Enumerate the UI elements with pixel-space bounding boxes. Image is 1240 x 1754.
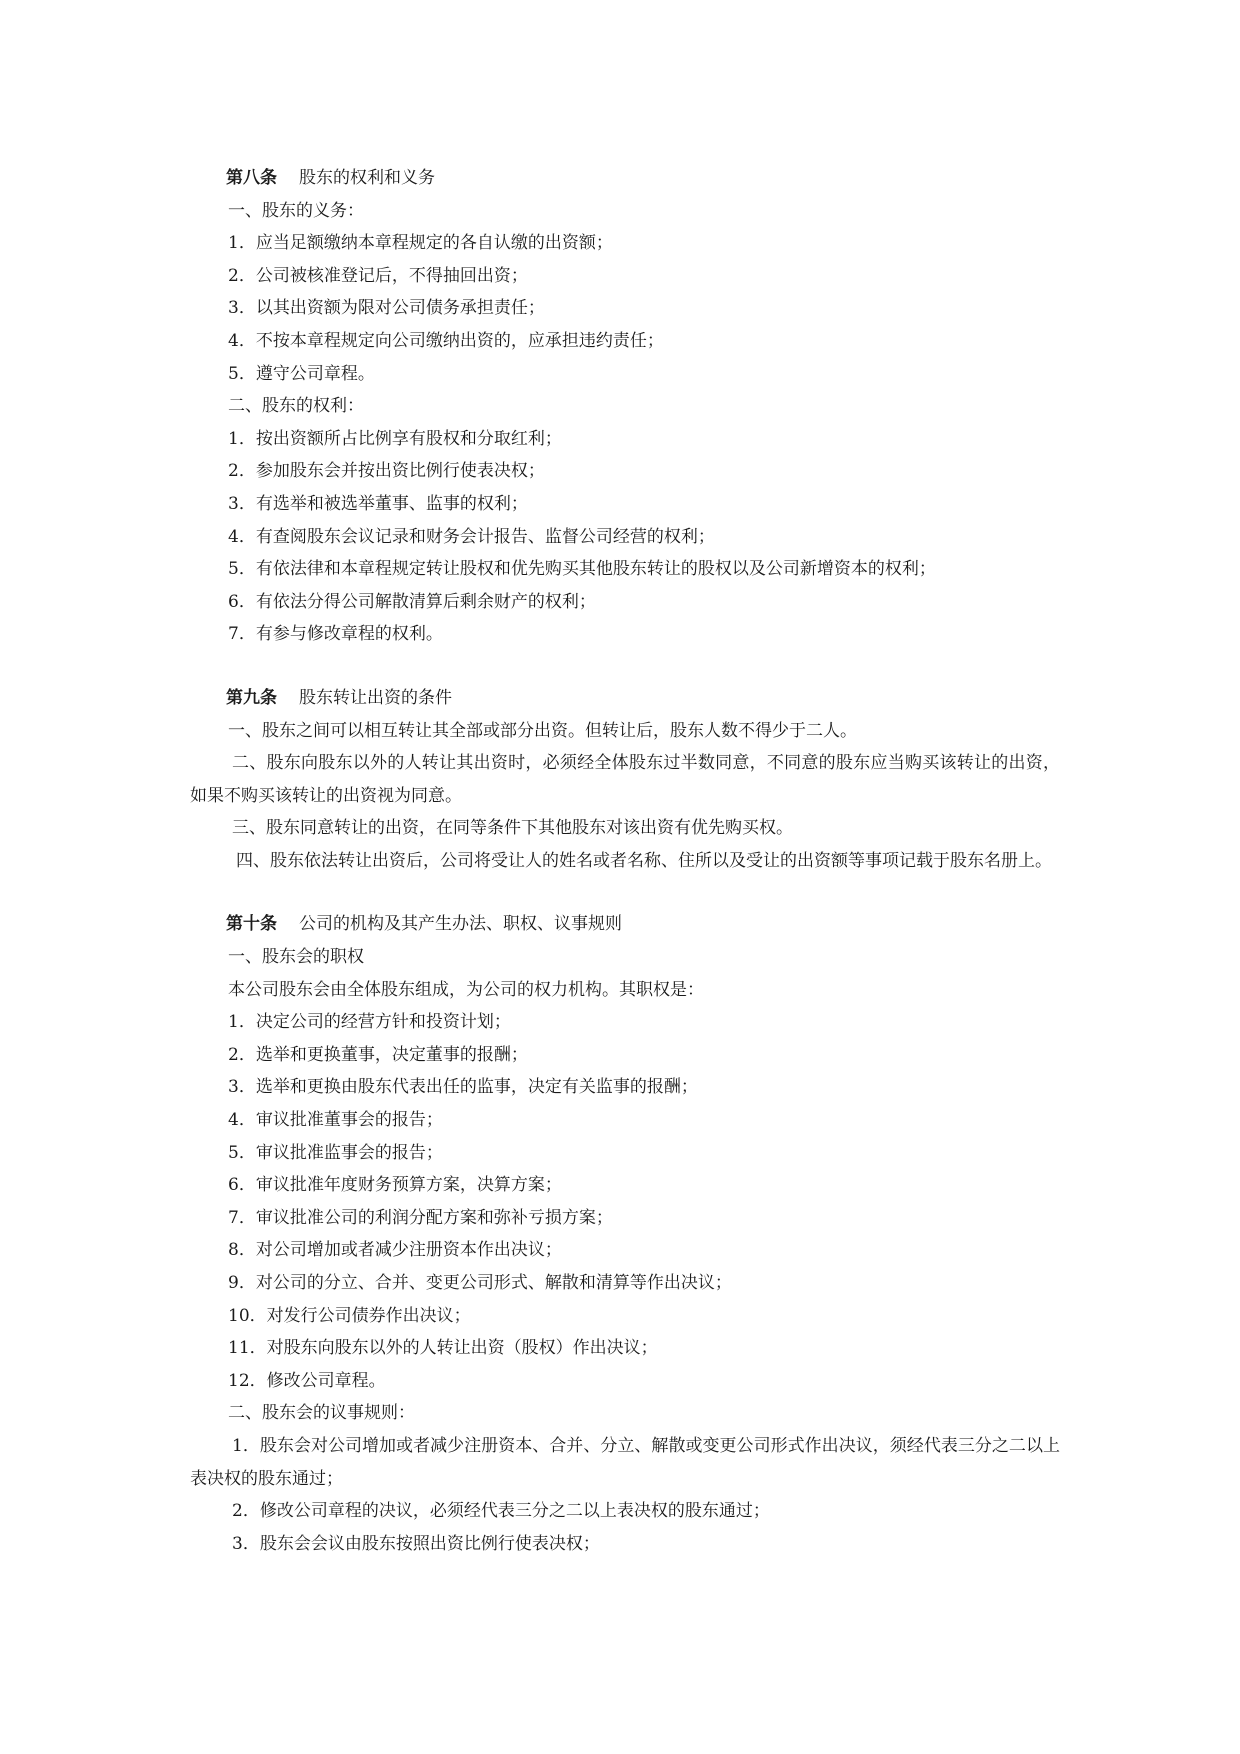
section-spacer [190, 877, 1060, 908]
rules-heading: 二、股东会的议事规则： [228, 1403, 415, 1424]
powers-intro: 本公司股东会由全体股东组成，为公司的权力机构。其职权是： [228, 979, 704, 1000]
power-item: 6．审议批准年度财务预算方案，决算方案； [228, 1175, 562, 1196]
article-8-number: 第八条 [226, 168, 277, 188]
obligation-item: 4．不按本章程规定向公司缴纳出资的，应承担违约责任； [228, 330, 664, 351]
article-9-number: 第九条 [226, 687, 277, 708]
powers-heading: 一、股东会的职权 [228, 947, 364, 968]
article-8-heading [190, 162, 1060, 195]
power-item: 4．审议批准董事会的报告； [228, 1110, 443, 1131]
obligation-item: 3．以其出资额为限对公司债务承担责任； [228, 298, 545, 319]
power-item: 9．对公司的分立、合并、变更公司形式、解散和清算等作出决议； [228, 1273, 732, 1293]
power-item: 5．审议批准监事会的报告； [228, 1142, 443, 1163]
obligation-item: 5．遵守公司章程。 [228, 363, 375, 384]
power-item: 12．修改公司章程。 [228, 1370, 386, 1391]
article-9-title: 股东转让出资的条件 [299, 687, 452, 708]
power-item: 1．决定公司的经营方针和投资计划； [228, 1012, 511, 1033]
right-item: 4．有查阅股东会议记录和财务会计报告、监督公司经营的权利； [228, 526, 715, 547]
right-item: 2．参加股东会并按出资比例行使表决权； [228, 461, 545, 482]
rule-item: 2．修改公司章程的决议，必须经代表三分之二以上表决权的股东通过； [232, 1501, 770, 1522]
article-8-title: 股东的权利和义务 [299, 168, 435, 188]
obligations-heading: 一、股东的义务： [228, 200, 364, 221]
obligation-item: 1．应当足额缴纳本章程规定的各自认缴的出资额； [228, 233, 613, 254]
right-item: 1．按出资额所占比例享有股权和分取红利； [228, 428, 562, 449]
article-9-heading [190, 682, 1060, 715]
transfer-clause: 一、股东之间可以相互转让其全部或部分出资。但转让后，股东人数不得少于二人。 [228, 720, 857, 741]
section-spacer [190, 651, 1060, 682]
obligation-item: 2．公司被核准登记后，不得抽回出资； [228, 265, 528, 286]
right-item: 6．有依法分得公司解散清算后剩余财产的权利； [228, 591, 596, 612]
power-item: 2．选举和更换董事，决定董事的报酬； [228, 1044, 528, 1065]
transfer-clause: 四、股东依法转让出资后，公司将受让人的姓名或者名称、住所以及受让的出资额等事项记载于股东名册上。 [236, 850, 1052, 871]
article-10-title: 公司的机构及其产生办法、职权、议事规则 [299, 914, 622, 935]
power-item: 3．选举和更换由股东代表出任的监事，决定有关监事的报酬； [228, 1077, 698, 1098]
document-page [190, 162, 1060, 1560]
rights-heading: 二、股东的权利： [228, 396, 364, 417]
power-item: 8．对公司增加或者减少注册资本作出决议； [228, 1240, 562, 1261]
power-item: 10．对发行公司债券作出决议； [228, 1305, 471, 1326]
power-item: 7．审议批准公司的利润分配方案和弥补亏损方案； [228, 1207, 613, 1228]
rule-item: 1．股东会对公司增加或者减少注册资本、合并、分立、解散或变更公司形式作出决议，须经代表三分之二以上表决权的股东通过； [190, 1435, 1060, 1489]
transfer-clause: 二、股东向股东以外的人转让其出资时，必须经全体股东过半数同意，不同意的股东应当购买该转让的出资，如果不购买该转让的出资视为同意。 [190, 753, 1060, 806]
power-item: 11．对股东向股东以外的人转让出资（股权）作出决议； [228, 1338, 658, 1359]
transfer-clause: 三、股东同意转让的出资，在同等条件下其他股东对该出资有优先购买权。 [232, 818, 793, 839]
right-item: 5．有依法律和本章程规定转让股权和优先购买其他股东转让的股权以及公司新增资本的权利； [228, 559, 936, 580]
rule-item: 3．股东会会议由股东按照出资比例行使表决权； [232, 1533, 600, 1554]
right-item: 7．有参与修改章程的权利。 [228, 624, 443, 645]
right-item: 3．有选举和被选举董事、监事的权利； [228, 493, 528, 514]
article-10-heading [190, 908, 1060, 941]
article-10-number: 第十条 [226, 914, 277, 935]
